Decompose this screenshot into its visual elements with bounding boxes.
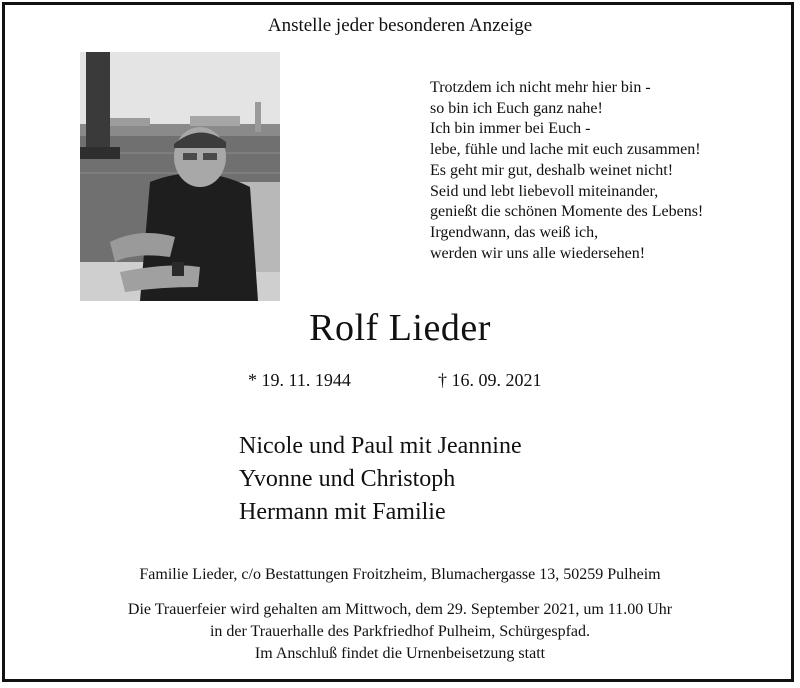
portrait-photo-image [80,52,280,301]
service-info [0,599,800,665]
death-date: † 16. 09. 2021 [438,370,542,390]
poem-line: Es geht mir gut, deshalb weinet nicht! [430,161,674,179]
poem [430,78,703,264]
poem-line: so bin ich Euch ganz nahe! [430,99,603,117]
poem-line: Seid und lebt liebevoll miteinander, [430,182,659,200]
service-line: Im Anschluß findet die Urnenbeisetzung statt [254,645,546,662]
deceased-name: Rolf Lieder [309,307,491,349]
contact-address: Familie Lieder, c/o Bestattungen Froitzheim, Blumachergasse 13, 50259 Pulheim [139,566,661,583]
mourners-list [239,430,522,529]
portrait-photo [80,52,280,301]
birth-date: * 19. 11. 1944 [248,370,351,390]
mourner-line: Yvonne und Christoph [239,466,456,492]
poem-line: werden wir uns alle wiedersehen! [430,244,646,262]
notice-header: Anstelle jeder besonderen Anzeige [267,15,533,36]
poem-line: Irgendwann, das weiß ich, [430,223,599,241]
poem-line: lebe, fühle und lache mit euch zusammen! [430,141,701,159]
mourner-line: Hermann mit Familie [239,499,446,525]
poem-line: Ich bin immer bei Euch - [430,120,591,138]
mourner-line: Nicole und Paul mit Jeannine [239,433,522,459]
service-line: in der Trauerhalle des Parkfriedhof Pulheim, Schürgespfad. [209,623,591,640]
service-line: Die Trauerfeier wird gehalten am Mittwoch, dem 29. September 2021, um 11.00 Uhr [127,601,673,618]
poem-line: genießt die schönen Momente des Lebens! [430,203,704,221]
poem-line: Trotzdem ich nicht mehr hier bin - [430,79,651,96]
